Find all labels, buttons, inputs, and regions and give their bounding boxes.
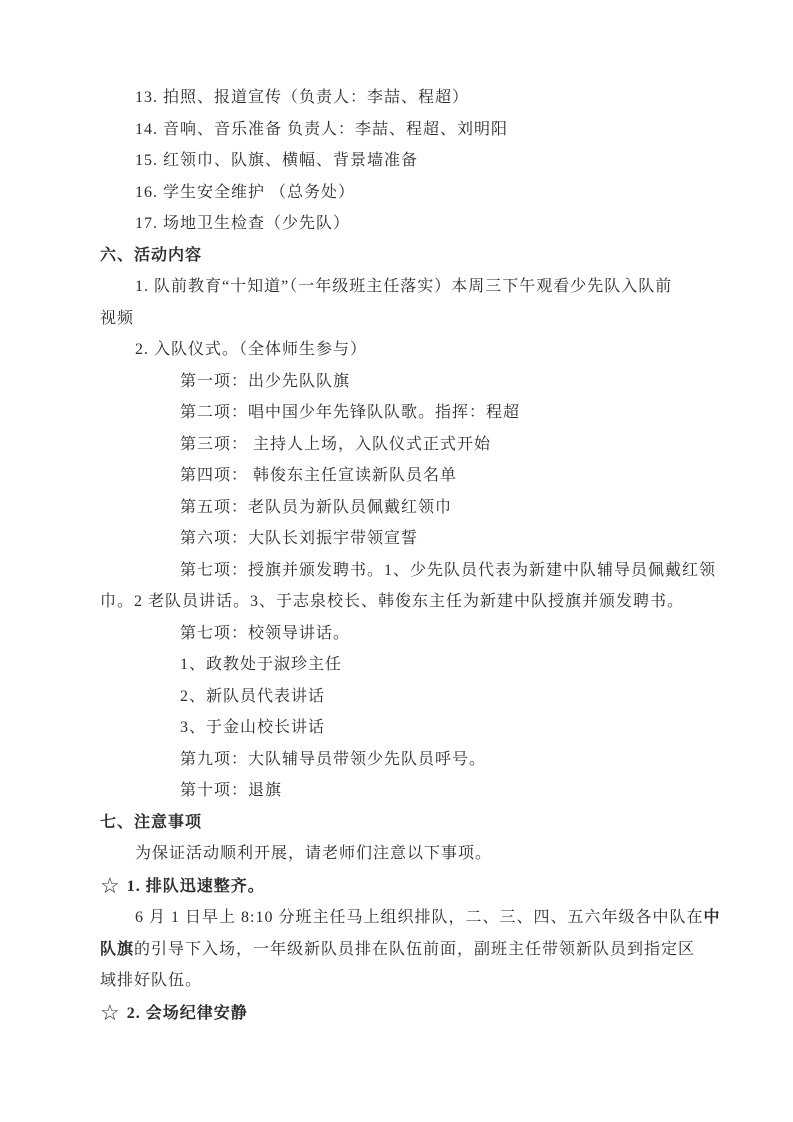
- text-segment: 6 月 1 日早上 8:10 分班主任马上组织排队，二、三、四、五六年级各中队在: [135, 909, 704, 926]
- text-line: 第四项： 韩俊东主任宣读新队员名单: [180, 467, 458, 484]
- star-icon: ☆: [100, 872, 120, 898]
- text-line: 视频: [100, 309, 135, 327]
- text-line: 域排好队伍。: [100, 972, 203, 989]
- text-line: 第九项：大队辅导员带领少先队员呼号。: [180, 750, 487, 768]
- text-line: 第二项：唱中国少年先锋队队歌。指挥：程超: [180, 404, 521, 421]
- text-line: 第六项：大队长刘振宇带领宣誓: [180, 530, 419, 547]
- text-line: [100, 902, 721, 934]
- starred-heading-line: [100, 870, 696, 903]
- text-line: 为保证活动顺利开展，请老师们注意以下事项。: [135, 845, 493, 862]
- emphasized-text-segment: 队旗: [100, 940, 135, 958]
- text-line: 第三项： 主持人上场，入队仪式正式开始: [180, 435, 492, 453]
- text-line: 1. 队前教育“十知道”（一年级班主任落实）本周三下午观看少先队入队前: [135, 278, 673, 295]
- text-line: 16. 学生安全维护 （总务处）: [135, 183, 356, 201]
- star-icon: ☆: [100, 999, 120, 1025]
- text-line: 15. 红领巾、队旗、横幅、背景墙准备: [135, 152, 419, 169]
- starred-heading-line: [100, 997, 696, 1030]
- text-line: 第七项：校领导讲话。: [180, 624, 351, 642]
- text-line: 第五项：老队员为新队员佩戴红领巾: [180, 498, 453, 516]
- text-line: 1、政教处于淑珍主任: [180, 656, 343, 673]
- document-body: [100, 82, 721, 1029]
- text-line: 3、于金山校长讲话: [180, 719, 326, 736]
- text-line: 第十项：退旗: [180, 782, 283, 799]
- text-segment: 的引导下入场，一年级新队员排在队伍前面，副班主任带领新队员到指定区: [134, 940, 696, 958]
- emphasized-text-segment: 中: [703, 909, 721, 926]
- section-heading-line: 六、活动内容: [100, 246, 203, 264]
- text-line: 14. 音响、音乐准备 负责人：李喆、程超、刘明阳: [135, 120, 509, 138]
- text-line: 13. 拍照、报道宣传（负责人：李喆、程超）: [135, 89, 470, 106]
- section-heading-line: 七、注意事项: [100, 813, 203, 831]
- text-line: 2、新队员代表讲话: [180, 687, 326, 705]
- text-line: [100, 934, 696, 966]
- starred-heading-text: 1. 排队迅速整齐。: [126, 877, 265, 895]
- text-line: 第一项：出少先队队旗: [180, 372, 351, 390]
- text-line: 2. 入队仪式。（全体师生参与）: [135, 341, 368, 358]
- text-line: 巾。2 老队员讲话。3、于志泉校长、韩俊东主任为新建中队授旗并颁发聘书。: [100, 593, 685, 610]
- text-line: 第七项：授旗并颁发聘书。1、少先队员代表为新建中队辅导员佩戴红领: [180, 561, 717, 579]
- starred-heading-text: 2. 会场纪律安静: [126, 1004, 248, 1022]
- text-line: 17. 场地卫生检查（少先队）: [135, 215, 351, 232]
